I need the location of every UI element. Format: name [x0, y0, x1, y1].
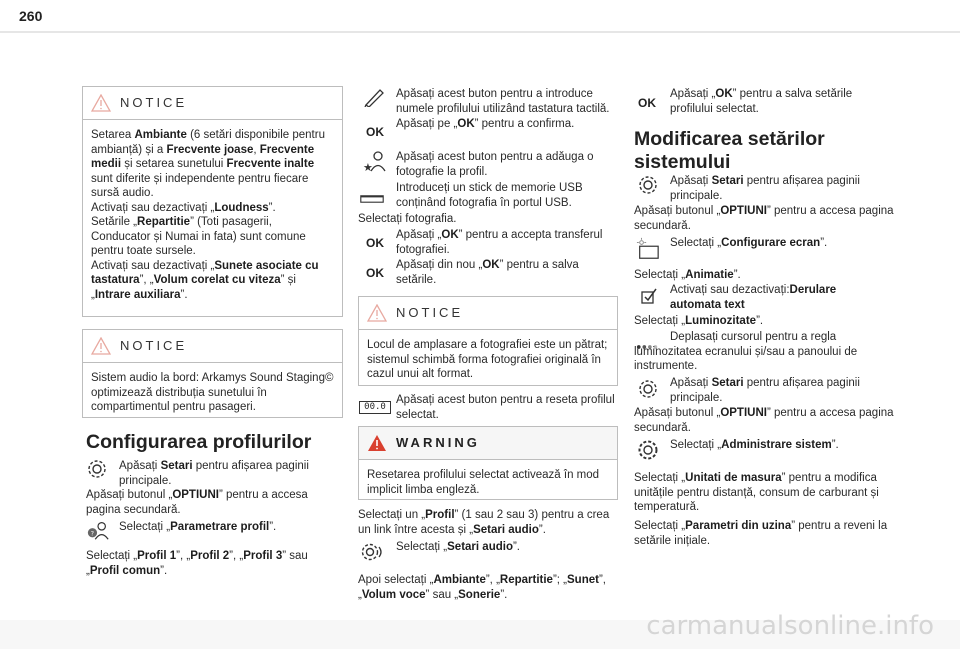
step-text: Apăsați pe „OK” pentru a confirma. [396, 118, 575, 130]
warning-title: WARNING [396, 435, 480, 450]
add-photo-profile-icon [362, 152, 386, 173]
step-text: Apăsați butonul „OPTIUNI” pentru a accesa pagina secundară. [634, 205, 894, 232]
step-text: Apăsați „OK” pentru a salva setările profilului selectat. [670, 88, 853, 115]
step-text: Apăsați acest buton pentru a introduce numele profilului utilizând tastatura tactilă. [396, 88, 610, 115]
notice-header [359, 297, 617, 330]
step-text: Selectați „Administrare sistem”. [670, 439, 839, 451]
step-text: Introduceți un stick de memorie USB conținând fotografia în portul USB. [396, 182, 583, 209]
notice-box-equalizer [82, 86, 343, 317]
notice-paragraph: Locul de amplasare a fotografiei este un pătrat; sistemul schimbă forma fotografiei originală în cazul unui alt format. [367, 339, 608, 380]
warning-triangle-icon [91, 337, 111, 355]
step-text: Selectați „Configurare ecran”. [670, 237, 828, 249]
step-text: Apăsați Setari pentru afișarea paginii principale. [670, 175, 860, 202]
warning-paragraph: Resetarea profilului selectat activează în mod implicit limba engleză. [367, 469, 600, 496]
notice-header [83, 330, 342, 363]
profile-settings-icon [86, 521, 110, 539]
usb-stick-icon [360, 190, 384, 208]
watermark-text[interactable]: carmanualsonline.info [646, 611, 934, 641]
notice-header [83, 87, 342, 120]
step-text: Apăsați „OK” pentru a accepta transferul fotografiei. [396, 229, 603, 256]
notice-title: NOTICE [396, 305, 464, 320]
step-text: Apăsați din nou „OK” pentru a salva setările. [396, 259, 579, 286]
warning-header [359, 427, 617, 460]
notice-box-arkamys [82, 329, 343, 418]
ok-button-icon: OK [638, 96, 656, 110]
ok-button-icon: OK [366, 125, 384, 139]
step-text: Selectați „Profil 1”, „Profil 2”, „Profil 3” sau „Profil comun”. [86, 550, 308, 577]
settings-gear-icon [636, 380, 660, 398]
svg-text:?: ? [90, 529, 95, 538]
step-text: Apăsați butonul „OPTIUNI” pentru a accesa pagina secundară. [86, 489, 308, 516]
step-text: Apăsați acest buton pentru a adăuga o fotografie la profil. [396, 151, 594, 178]
step-text: Selectați „Parametri din uzina” pentru a reveni la setările inițiale. [634, 520, 888, 547]
step-text: Apoi selectați „Ambiante”, „Repartitie”; „Sunet”, „Volum voce” sau „Sonerie”. [358, 574, 606, 601]
section-heading-profiles: Configurarea profilurilor [86, 431, 312, 453]
warning-body [359, 460, 617, 505]
step-text: Apăsați Setari pentru afișarea paginii principale. [119, 460, 309, 487]
audio-settings-icon [360, 543, 384, 561]
notice-body [359, 330, 617, 390]
notice-body [83, 120, 342, 310]
warning-triangle-icon [91, 94, 111, 112]
step-text: Apăsați acest buton pentru a reseta profilul selectat. [396, 394, 615, 421]
ok-button-icon: OK [366, 266, 384, 280]
checkbox-icon [637, 287, 661, 305]
step-text: Selectați „Parametrare profil”. [119, 521, 277, 533]
step-text: Apăsați butonul „OPTIUNI” pentru a accesa pagina secundară. [634, 407, 894, 434]
svg-text:★: ★ [363, 161, 373, 173]
notice-title: NOTICE [120, 338, 188, 353]
warning-triangle-icon [367, 304, 387, 322]
system-admin-icon [636, 441, 660, 459]
section-heading-system: Modificarea setărilor sistemului [634, 128, 825, 173]
settings-gear-icon [636, 176, 660, 194]
step-text: Selectați „Unitati de masura” pentru a modifica unitățile pentru distanță, consum de carburant și temperatură. [634, 472, 879, 513]
ok-button-icon: OK [366, 236, 384, 250]
pencil-icon [362, 88, 386, 106]
warning-filled-triangle-icon [367, 434, 387, 452]
step-text: Apăsați Setari pentru afișarea paginii principale. [670, 377, 860, 404]
step-text: Selectați „Luminozitate”. [634, 315, 764, 327]
notice-paragraph: Activați sau dezactivați „Loudness”. [91, 201, 276, 214]
step-text: Deplasați cursorul pentru a regla luminozitatea ecranului și/sau a panoului de instrumente. [634, 331, 858, 372]
notice-paragraph: Setările „Repartitie” (Toti pasagerii, Conducator și Numai in fata) sunt comune pentru toate sursele. [91, 216, 306, 257]
step-text: Activați sau dezactivați:Derulare automata text [670, 284, 837, 311]
step-text: Selectați „Setari audio”. [396, 541, 520, 553]
notice-paragraph: Setarea Ambiante (6 setări disponibile pentru ambianță) și a Frecvente joase, Frecvente medii și setarea sunetului Frecvente inalte sunt diferite și independente pentru fiecare sursă audio. [91, 129, 325, 199]
notice-box-photo [358, 296, 618, 386]
step-text: Selectați un „Profil” (1 sau 2 sau 3) pentru a crea un link între acesta și „Setari audio”. [358, 509, 610, 536]
notice-paragraph: Activați sau dezactivați „Sunete asociate cu tastatura”, „Volum corelat cu viteza” și „Intrare auxiliara”. [91, 259, 319, 301]
page-number: 260 [19, 8, 43, 24]
warning-box [358, 426, 618, 500]
settings-gear-icon [85, 460, 109, 478]
notice-paragraph: Sistem audio la bord: Arkamys Sound Staging© optimizează distribuția sunetului în compartimentul pentru pasageri. [91, 372, 334, 413]
notice-title: NOTICE [120, 95, 188, 110]
screen-brightness-icon [636, 240, 660, 258]
step-text: Selectați „Animatie”. [634, 269, 741, 281]
reset-profile-icon: 00.0 [359, 401, 391, 414]
top-divider [0, 31, 960, 33]
step-text: Selectați fotografia. [358, 213, 457, 225]
notice-body [83, 363, 342, 423]
